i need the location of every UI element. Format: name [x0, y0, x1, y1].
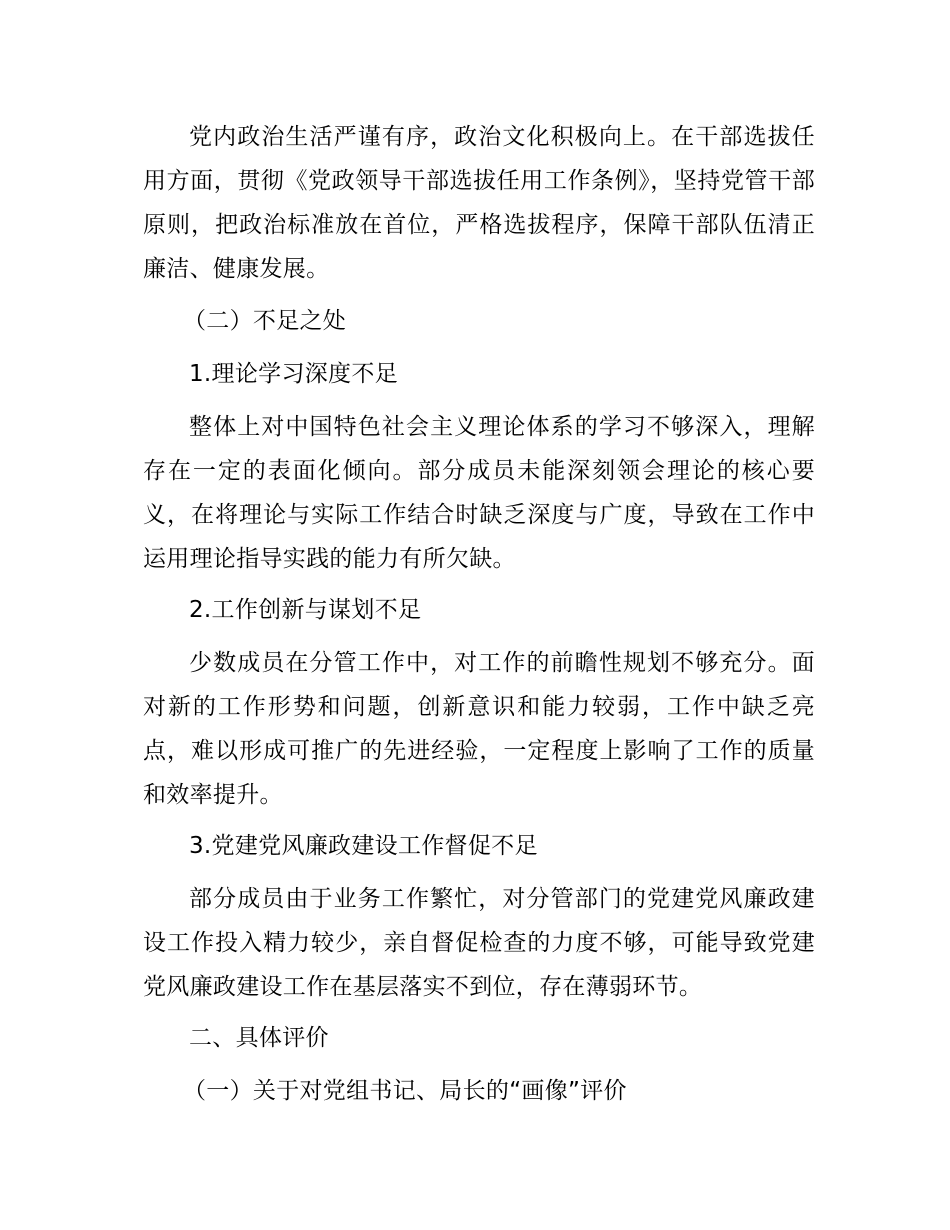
heading-work-innovation: 2.工作创新与谋划不足	[189, 597, 422, 623]
heading-shortcomings: （二）不足之处	[183, 308, 347, 334]
heading-specific-evaluation: 二、具体评价	[189, 1025, 329, 1051]
paragraph-work-innovation: 少数成员在分管工作中，对工作的前瞻性规划不够充分。面对新的工作形势和问题，创新意识和能力较弱，工作中缺乏亮点，难以形成可推广的先进经验，一定程度上影响了工作的质量和效率提升。	[143, 650, 815, 808]
paragraph-cadre-selection: 党内政治生活严谨有序，政治文化积极向上。在干部选拔任用方面，贯彻《党政领导干部选拔任用工作条例》，坚持党管干部原则，把政治标准放在首位，严格选拔程序，保障干部队伍清正廉洁、健康发展。	[143, 124, 815, 282]
heading-theory-study: 1.理论学习深度不足	[189, 361, 398, 387]
paragraph-party-building: 部分成员由于业务工作繁忙，对分管部门的党建党风廉政建设工作投入精力较少，亲自督促检查的力度不够，可能导致党建党风廉政建设工作在基层落实不到位，存在薄弱环节。	[143, 886, 815, 1000]
heading-party-building: 3.党建党风廉政建设工作督促不足	[189, 833, 538, 859]
paragraph-theory-study: 整体上对中国特色社会主义理论体系的学习不够深入，理解存在一定的表面化倾向。部分成员未能深刻领会理论的核心要义，在将理论与实际工作结合时缺乏深度与广度，导致在工作中运用理论指导实践的能力有所欠缺。	[143, 414, 815, 572]
heading-secretary-portrait: （一）关于对党组书记、局长的“画像”评价	[183, 1078, 627, 1104]
